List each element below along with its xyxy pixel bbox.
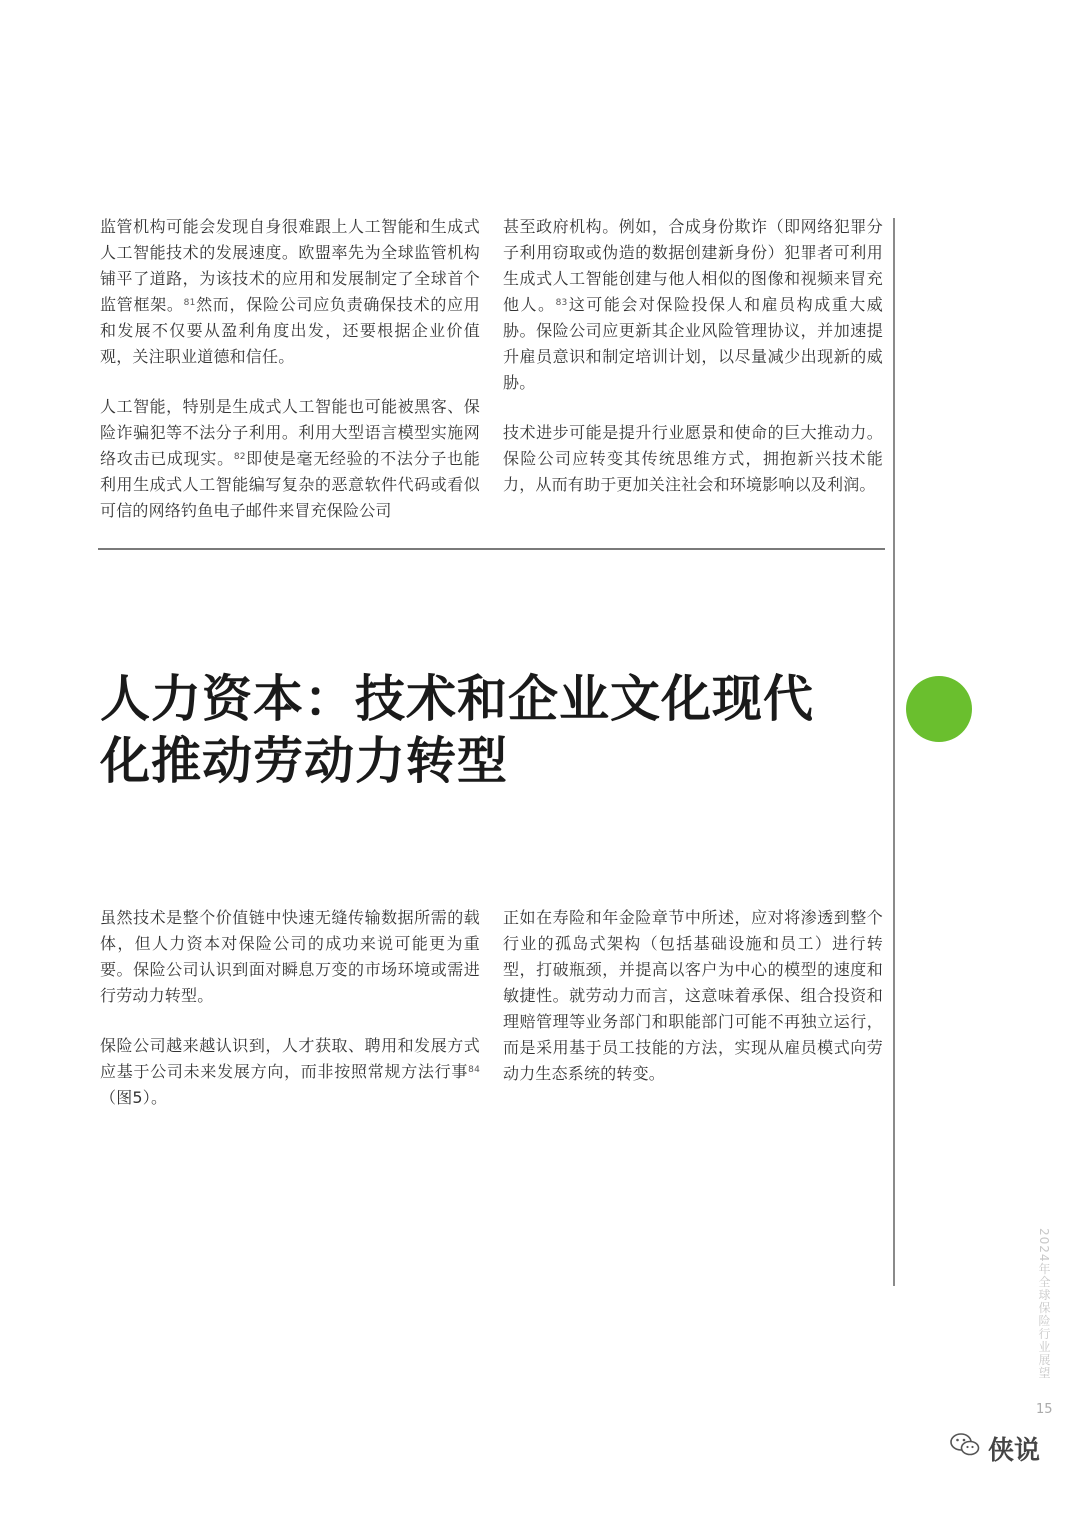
top-right-column [503, 214, 883, 522]
paragraph: 正如在寿险和年金险章节中所述，应对将渗透到整个行业的孤岛式架构（包括基础设施和员工）进行转型，打破瓶颈，并提高以客户为中心的模型的速度和敏捷性。就劳动力而言，这意味着承保、组合投资和理赔管理等业务部门和职能部门可能不再独立运行，而是采用基于员工技能的方法，实现从雇员模式向劳动力生态系统的转变。 [503, 908, 883, 1083]
report-title-side-label: 2024年全球保险行业展望 [1037, 1228, 1051, 1380]
section-divider [98, 548, 885, 550]
wechat-icon [950, 1432, 980, 1465]
paragraph: 人工智能，特别是生成式人工智能也可能被黑客、保险诈骗犯等不法分子利用。利用大型语言模型实施网络攻击已成现实。$^{82}$即使是毫无经验的不法分子也能利用生成式人工智能编写复杂的恶意软件代码或看似可信的网络钓鱼电子邮件来冒充保险公司 [100, 397, 480, 520]
top-left-column [100, 214, 480, 548]
watermark [950, 1430, 1040, 1467]
footnote-ref[interactable]: 82 [233, 452, 246, 462]
paragraph: 技术进步可能是提升行业愿景和使命的巨大推动力。保险公司应转变其传统思维方式，拥抱新兴技术能力，从而有助于更加关注社会和环境影响以及利润。 [503, 423, 883, 494]
paragraph: 虽然技术是整个价值链中快速无缝传输数据所需的载体，但人力资本对保险公司的成功来说可能更为重要。保险公司认识到面对瞬息万变的市场环境或需进行劳动力转型。 [100, 908, 480, 1005]
footnote-ref[interactable]: 84 [468, 1065, 480, 1075]
section-heading: 人力资本：技术和企业文化现代化推动劳动力转型 [100, 670, 814, 790]
bottom-left-column [100, 905, 480, 1135]
page-number: 15 [1036, 1402, 1053, 1417]
footnote-ref[interactable]: 83 [555, 298, 568, 308]
green-circle-marker [906, 676, 972, 742]
paragraph: 监管机构可能会发现自身很难跟上人工智能和生成式人工智能技术的发展速度。欧盟率先为全球监管机构铺平了道路，为该技术的应用和发展制定了全球首个监管框架。$^{81}$然而，保险公司应负责确保技术的应用和发展不仅要从盈利角度出发，还要根据企业价值观，关注职业道德和信任。 [100, 217, 480, 366]
footnote-ref[interactable]: 81 [183, 298, 196, 308]
bottom-right-column [503, 905, 883, 1111]
paragraph: 保险公司越来越认识到，人才获取、聘用和发展方式应基于公司未来发展方向，而非按照常规方法行事$^{84}$（图5）。 [100, 1036, 480, 1107]
vertical-rule [893, 218, 895, 1286]
paragraph: 甚至政府机构。例如，合成身份欺诈（即网络犯罪分子利用窃取或伪造的数据创建新身份）犯罪者可利用生成式人工智能创建与他人相似的图像和视频来冒充他人。$^{83}$这可能会对保险投保人和雇员构成重大威胁。保险公司应更新其企业风险管理协议，并加速提升雇员意识和制定培训计划，以尽量减少出现新的威胁。 [503, 217, 883, 392]
watermark-text: 侠说 [988, 1436, 1041, 1466]
